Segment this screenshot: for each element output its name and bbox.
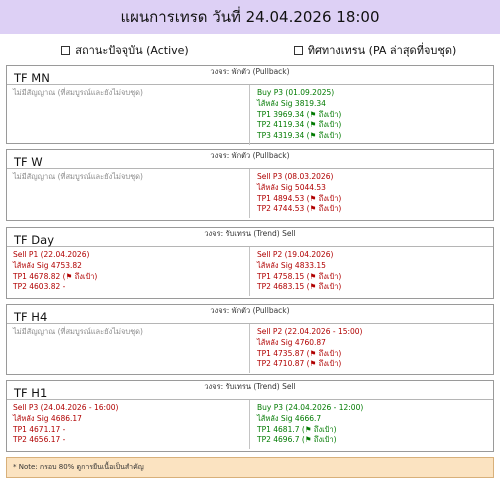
signal-line: ไส้หลัง Sig 4833.15 [257, 260, 326, 270]
trend-column-header [250, 40, 500, 60]
active-signal-cell [7, 85, 250, 145]
checkbox-icon[interactable] [61, 46, 70, 55]
signal-line: Buy P3 (24.04.2026 - 12:00) [257, 403, 364, 412]
note-text: * Note: กรอบ 80% ดูการยืนเนื้อเป็นสำคัญ [13, 463, 144, 471]
timeframe-panel-h4 [6, 304, 494, 375]
cycle-label: วงจร: รับเทรน (Trend) Sell [204, 229, 296, 238]
signal-line: ไส้หลัง Sig 5044.53 [257, 182, 326, 192]
column-headers [0, 40, 500, 60]
timeframe-header [7, 305, 493, 324]
timeframe-name: TF Day [14, 233, 55, 247]
timeframe-name: TF MN [14, 71, 50, 85]
trend-signal-cell [250, 85, 493, 145]
signal-line: ไส้หลัง Sig 4753.82 [13, 260, 82, 270]
active-signal-cell [7, 169, 250, 218]
timeframe-panel-h1 [6, 380, 494, 452]
signal-line: TP1 4758.15 (⚑ ถึงเป้า) [257, 271, 342, 281]
signal-line: ไส้หลัง Sig 4666.7 [257, 413, 322, 423]
signal-line: Buy P3 (01.09.2025) [257, 88, 335, 97]
trend-signal-cell [250, 324, 493, 373]
signal-line: ไม่มีสัญญาณ (ที่สมบูรณ์และยังไม่จบชุด) [13, 172, 143, 181]
timeframe-name: TF W [14, 155, 43, 169]
signal-line: ไส้หลัง Sig 4686.17 [13, 413, 82, 423]
timeframe-panel-w [6, 149, 494, 221]
signal-line: TP2 4710.87 (⚑ ถึงเป้า) [257, 359, 342, 369]
signal-line: TP2 4603.82 - [13, 282, 66, 292]
signal-line: TP1 4894.53 (⚑ ถึงเป้า) [257, 193, 342, 203]
active-column-header [0, 40, 250, 60]
signal-line: Sell P3 (24.04.2026 - 16:00) [13, 403, 119, 412]
signal-line: TP2 4656.17 - [13, 435, 66, 445]
active-column-label: สถานะปัจจุบัน (Active) [75, 44, 189, 57]
cycle-label: วงจร: พักตัว (Pullback) [210, 67, 290, 76]
timeframe-panel-mn [6, 65, 494, 144]
signal-line: ไส้หลัง Sig 4760.87 [257, 337, 326, 347]
trend-signal-cell [250, 400, 493, 449]
cycle-label: วงจร: พักตัว (Pullback) [210, 151, 290, 160]
trend-signal-cell [250, 247, 493, 296]
trend-column-label: ทิศทางเทรน (PA ล่าสุดที่จบชุด) [307, 44, 457, 57]
signal-line: TP1 4678.82 (⚑ ถึงเป้า) [13, 271, 98, 281]
signal-line: Sell P3 (08.03.2026) [257, 172, 334, 181]
timeframe-header [7, 228, 493, 247]
signal-line: TP1 3969.34 (⚑ ถึงเป้า) [257, 109, 342, 119]
cycle-label: วงจร: พักตัว (Pullback) [210, 306, 290, 315]
page-title: แผนการเทรด วันที่ 24.04.2026 18:00 [120, 8, 380, 26]
timeframe-panel-day [6, 227, 494, 299]
signal-line: Sell P1 (22.04.2026) [13, 250, 90, 259]
signal-line: TP2 4683.15 (⚑ ถึงเป้า) [257, 282, 342, 292]
active-signal-cell [7, 400, 250, 449]
signal-line: TP3 4319.34 (⚑ ถึงเป้า) [257, 131, 342, 141]
timeframe-header [7, 150, 493, 169]
active-signal-cell [7, 247, 250, 296]
footer-note [6, 457, 494, 478]
signal-line: ไม่มีสัญญาณ (ที่สมบูรณ์และยังไม่จบชุด) [13, 88, 143, 97]
page-header [0, 0, 500, 34]
signal-line: ไส้หลัง Sig 3819.34 [257, 98, 326, 108]
signal-line: TP1 4681.7 (⚑ ถึงเป้า) [257, 424, 337, 434]
timeframe-header [7, 381, 493, 400]
timeframe-header [7, 66, 493, 85]
active-signal-cell [7, 324, 250, 373]
checkbox-icon[interactable] [294, 46, 303, 55]
signal-line: TP2 4696.7 (⚑ ถึงเป้า) [257, 435, 337, 445]
signal-line: TP2 4744.53 (⚑ ถึงเป้า) [257, 204, 342, 214]
signal-line: ไม่มีสัญญาณ (ที่สมบูรณ์และยังไม่จบชุด) [13, 327, 143, 336]
cycle-label: วงจร: รับเทรน (Trend) Sell [204, 382, 296, 391]
signal-line: TP2 4119.34 (⚑ ถึงเป้า) [257, 120, 342, 130]
trend-signal-cell [250, 169, 493, 218]
signal-line: Sell P2 (19.04.2026) [257, 250, 334, 259]
signal-line: TP1 4735.87 (⚑ ถึงเป้า) [257, 348, 342, 358]
timeframe-name: TF H1 [14, 386, 48, 400]
signal-line: TP1 4671.17 - [13, 424, 66, 434]
signal-line: Sell P2 (22.04.2026 - 15:00) [257, 327, 363, 336]
timeframe-name: TF H4 [14, 310, 48, 324]
